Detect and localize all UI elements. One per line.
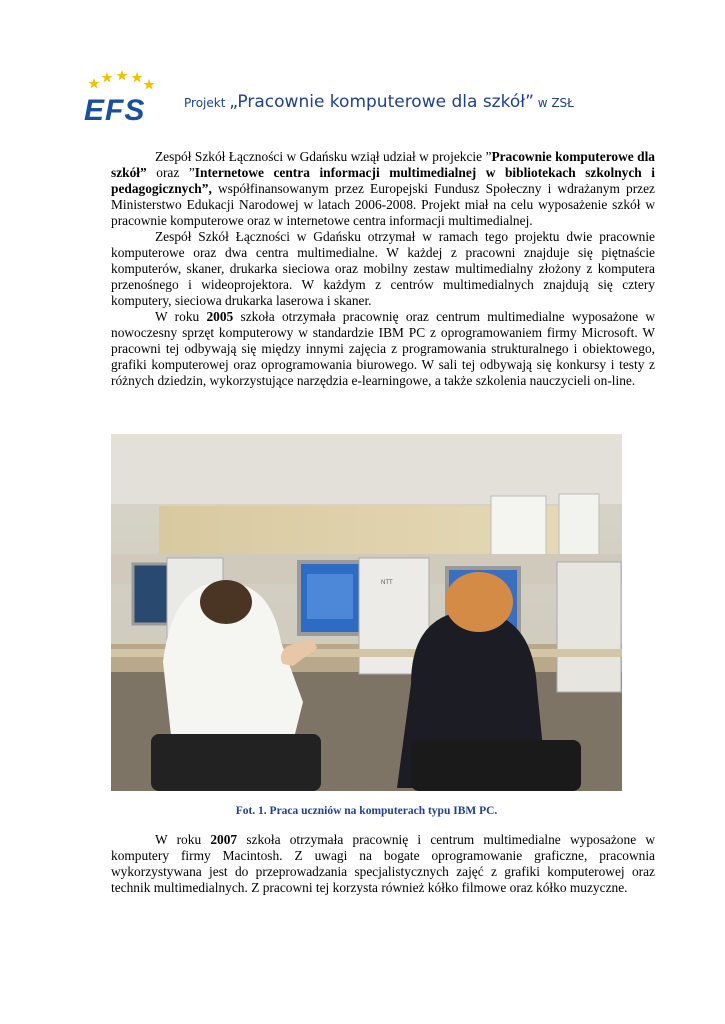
efs-logo-text: EFS: [84, 94, 146, 127]
body-text-clean: [111, 149, 655, 389]
paragraph-4: [111, 832, 655, 896]
p4-year: 2007: [210, 832, 238, 847]
p1-a: Zespół Szkół Łączności w Gdańsku wziął udział w projekcie ”: [155, 149, 492, 164]
p3-year: 2005: [206, 309, 234, 324]
p3-a: W roku: [155, 309, 207, 324]
p1-e: współfinansowanym przez Europejski Fundusz Społeczny i wdrażanym przez Ministerstwo Edukacji Narodowej w latach 2006-2008. Projekt miał na celu wyposażenie szkół w pracownie komputerowe oraz w internetowe centra informacji multimedialnej.: [111, 181, 655, 228]
body-text-2: [111, 832, 655, 896]
p1-d: Internetowe centra informacji multimedialnej w bibliotekach szkolnych i pedagogicznych”,: [111, 165, 655, 196]
paragraph-2: Zespół Szkół Łączności w Gdańsku otrzymał w ramach tego projektu dwie pracownie komputerowe oraz dwa centra multimedialne. W każdej z pracowni znajduje się piętnaście komputerów, skaner, drukarka sieciowa oraz mobilny zestaw multimedialny złożony z komputera przenośnego i wideoprojektora. W każdym z centrów multimedialnych znajdują się cztery komputery, sieciowa drukarka laserowa i skaner.: [111, 229, 655, 308]
header: [80, 68, 640, 132]
p1-c: oraz ”: [146, 165, 195, 180]
monitor-brand-label: NTT: [381, 580, 393, 586]
page-title: [184, 92, 574, 112]
paragraph-3: [111, 309, 655, 389]
p1-b: Pracownie komputerowe dla szkół”: [111, 149, 655, 180]
p4-a: W roku: [155, 832, 211, 847]
title-main: „Pracownie komputerowe dla szkół”: [229, 92, 534, 112]
p4-b: szkoła otrzymała pracownię i centrum multimedialne wyposażone w komputery firmy Macintosh. Z uwagi na bogate oprogramowanie graficzne, pracownia wykorzystywana jest do przeprowadzania specjalistycznych zajęć z grafiki komputerowej oraz technik multimedialnych. Z pracowni tej korzysta również kółko filmowe oraz kółko muzyczne.: [111, 832, 656, 895]
classroom-photo: [111, 434, 622, 791]
efs-logo: [80, 68, 162, 130]
title-prefix: Projekt: [184, 96, 230, 110]
p3-b: szkoła otrzymała pracownię oraz centrum multimedialne wyposażone w nowoczesny sprzęt komputerowy w standardzie IBM PC z oprogramowaniem firmy Microsoft. W pracowni tej odbywają się między innymi zajęcia z programowania strukturalnego i obiektowego, grafiki komputerowej oraz oprogramowania biurowego. W sali tej odbywają się konkursy i testy z różnych dziedzin, wykorzystujące narzędzia e-learningowe, a także szkolenia nauczycieli on-line.: [111, 309, 655, 388]
title-suffix: w ZSŁ: [533, 96, 574, 110]
classroom-photo-image: [111, 434, 622, 791]
paragraph-1-text: [111, 149, 655, 229]
photo-caption: Fot. 1. Praca uczniów na komputerach typu IBM PC.: [235, 805, 498, 817]
